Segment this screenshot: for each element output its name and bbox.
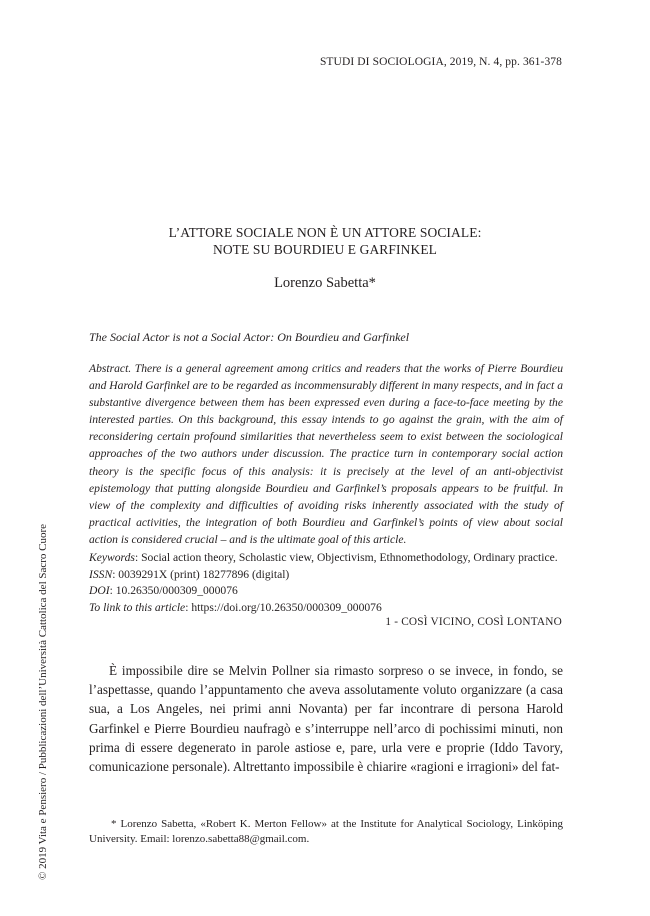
journal-header: STUDI DI SOCIOLOGIA, 2019, N. 4, pp. 361-378 bbox=[319, 56, 562, 68]
article-title-line-1: L’ATTORE SOCIALE NON È UN ATTORE SOCIALE: bbox=[168, 225, 482, 240]
abstract: Abstract. There is a general agreement among critics and readers that the works of Pierre Bourdieu and Harold Garfinkel are to be regarded as incommensurably different in many respects, and in fact a substantive divergence between them has been expressed even during a face-to-face meeting by the interested parties. On this background, this essay intends to go against the grain, with the aim of reconsidering certain profound similarities that nevertheless seem to exist between the sociological approaches of the two authors under discussion. The practice turn in contemporary social action theory is the specific focus of this analysis: it is precisely at the level of an anti-objectivist epistemology that putting alongside Bourdieu and Garfinkel’s proposals appears to be fruitful. In view of the complexity and difficulties of avoiding risks inherently associated with the study of practical activities, the integration of both Bourdieu and Garfinkel’s points of view about social action is considered crucial – and is the ultimate goal of this article. bbox=[89, 362, 563, 546]
body-paragraph: È impossibile dire se Melvin Pollner sia rimasto sorpreso o se invece, in fondo, se l’aspettasse, quando l’appuntamento che aveva assolutamente voluto organizzare (a casa sua, a Los Angeles, nei primi anni Novanta) per far incontrare di persona Harold Garfinkel e Pierre Bourdieu naufragò e s’interruppe nell’arco di pochissimi minuti, non prima di essere degenerato in parole astiose e, pare, urla vere e proprie (Iddo Tavory, comunicazione personale). Altrettanto impossibile è chiarire «ragioni e irragioni» del fat- bbox=[89, 663, 563, 775]
section-heading: 1 - COSÌ VICINO, COSÌ LONTANO bbox=[385, 616, 562, 628]
issn-value: : 0039291X (print) 18277896 (digital) bbox=[112, 567, 290, 581]
article-title-line-2: NOTE SU BOURDIEU E GARFINKEL bbox=[212, 242, 438, 257]
english-title: The Social Actor is not a Social Actor: On Bourdieu and Garfinkel bbox=[89, 330, 410, 344]
doi-label: DOI bbox=[89, 584, 110, 597]
article-link-line[interactable] bbox=[89, 600, 569, 617]
article-metadata bbox=[89, 550, 569, 616]
article-link-label: To link to this article bbox=[89, 600, 186, 614]
keywords-label: Keywords bbox=[89, 551, 135, 564]
doi-line bbox=[89, 583, 569, 600]
issn-line bbox=[89, 567, 569, 584]
footnote: * Lorenzo Sabetta, «Robert K. Merton Fellow» at the Institute for Analytical Sociology, Linköping University. Email: lorenzo.sabetta88@gmail.com. bbox=[89, 818, 563, 845]
keywords-line bbox=[89, 550, 569, 567]
keywords-value: : Social action theory, Scholastic view, Objectivism, Ethnomethodology, Ordinary practice. bbox=[134, 551, 558, 564]
issn-label: ISSN bbox=[89, 567, 113, 581]
article-title bbox=[0, 224, 650, 258]
side-copyright: © 2019 Vita e Pensiero / Pubblicazioni dell’Università Cattolica del Sacro Cuore bbox=[37, 523, 49, 880]
author-name: Lorenzo Sabetta* bbox=[274, 275, 376, 291]
article-link-url[interactable]: : https://doi.org/10.26350/000309_000076 bbox=[185, 600, 382, 614]
doi-value: : 10.26350/000309_000076 bbox=[109, 584, 238, 597]
